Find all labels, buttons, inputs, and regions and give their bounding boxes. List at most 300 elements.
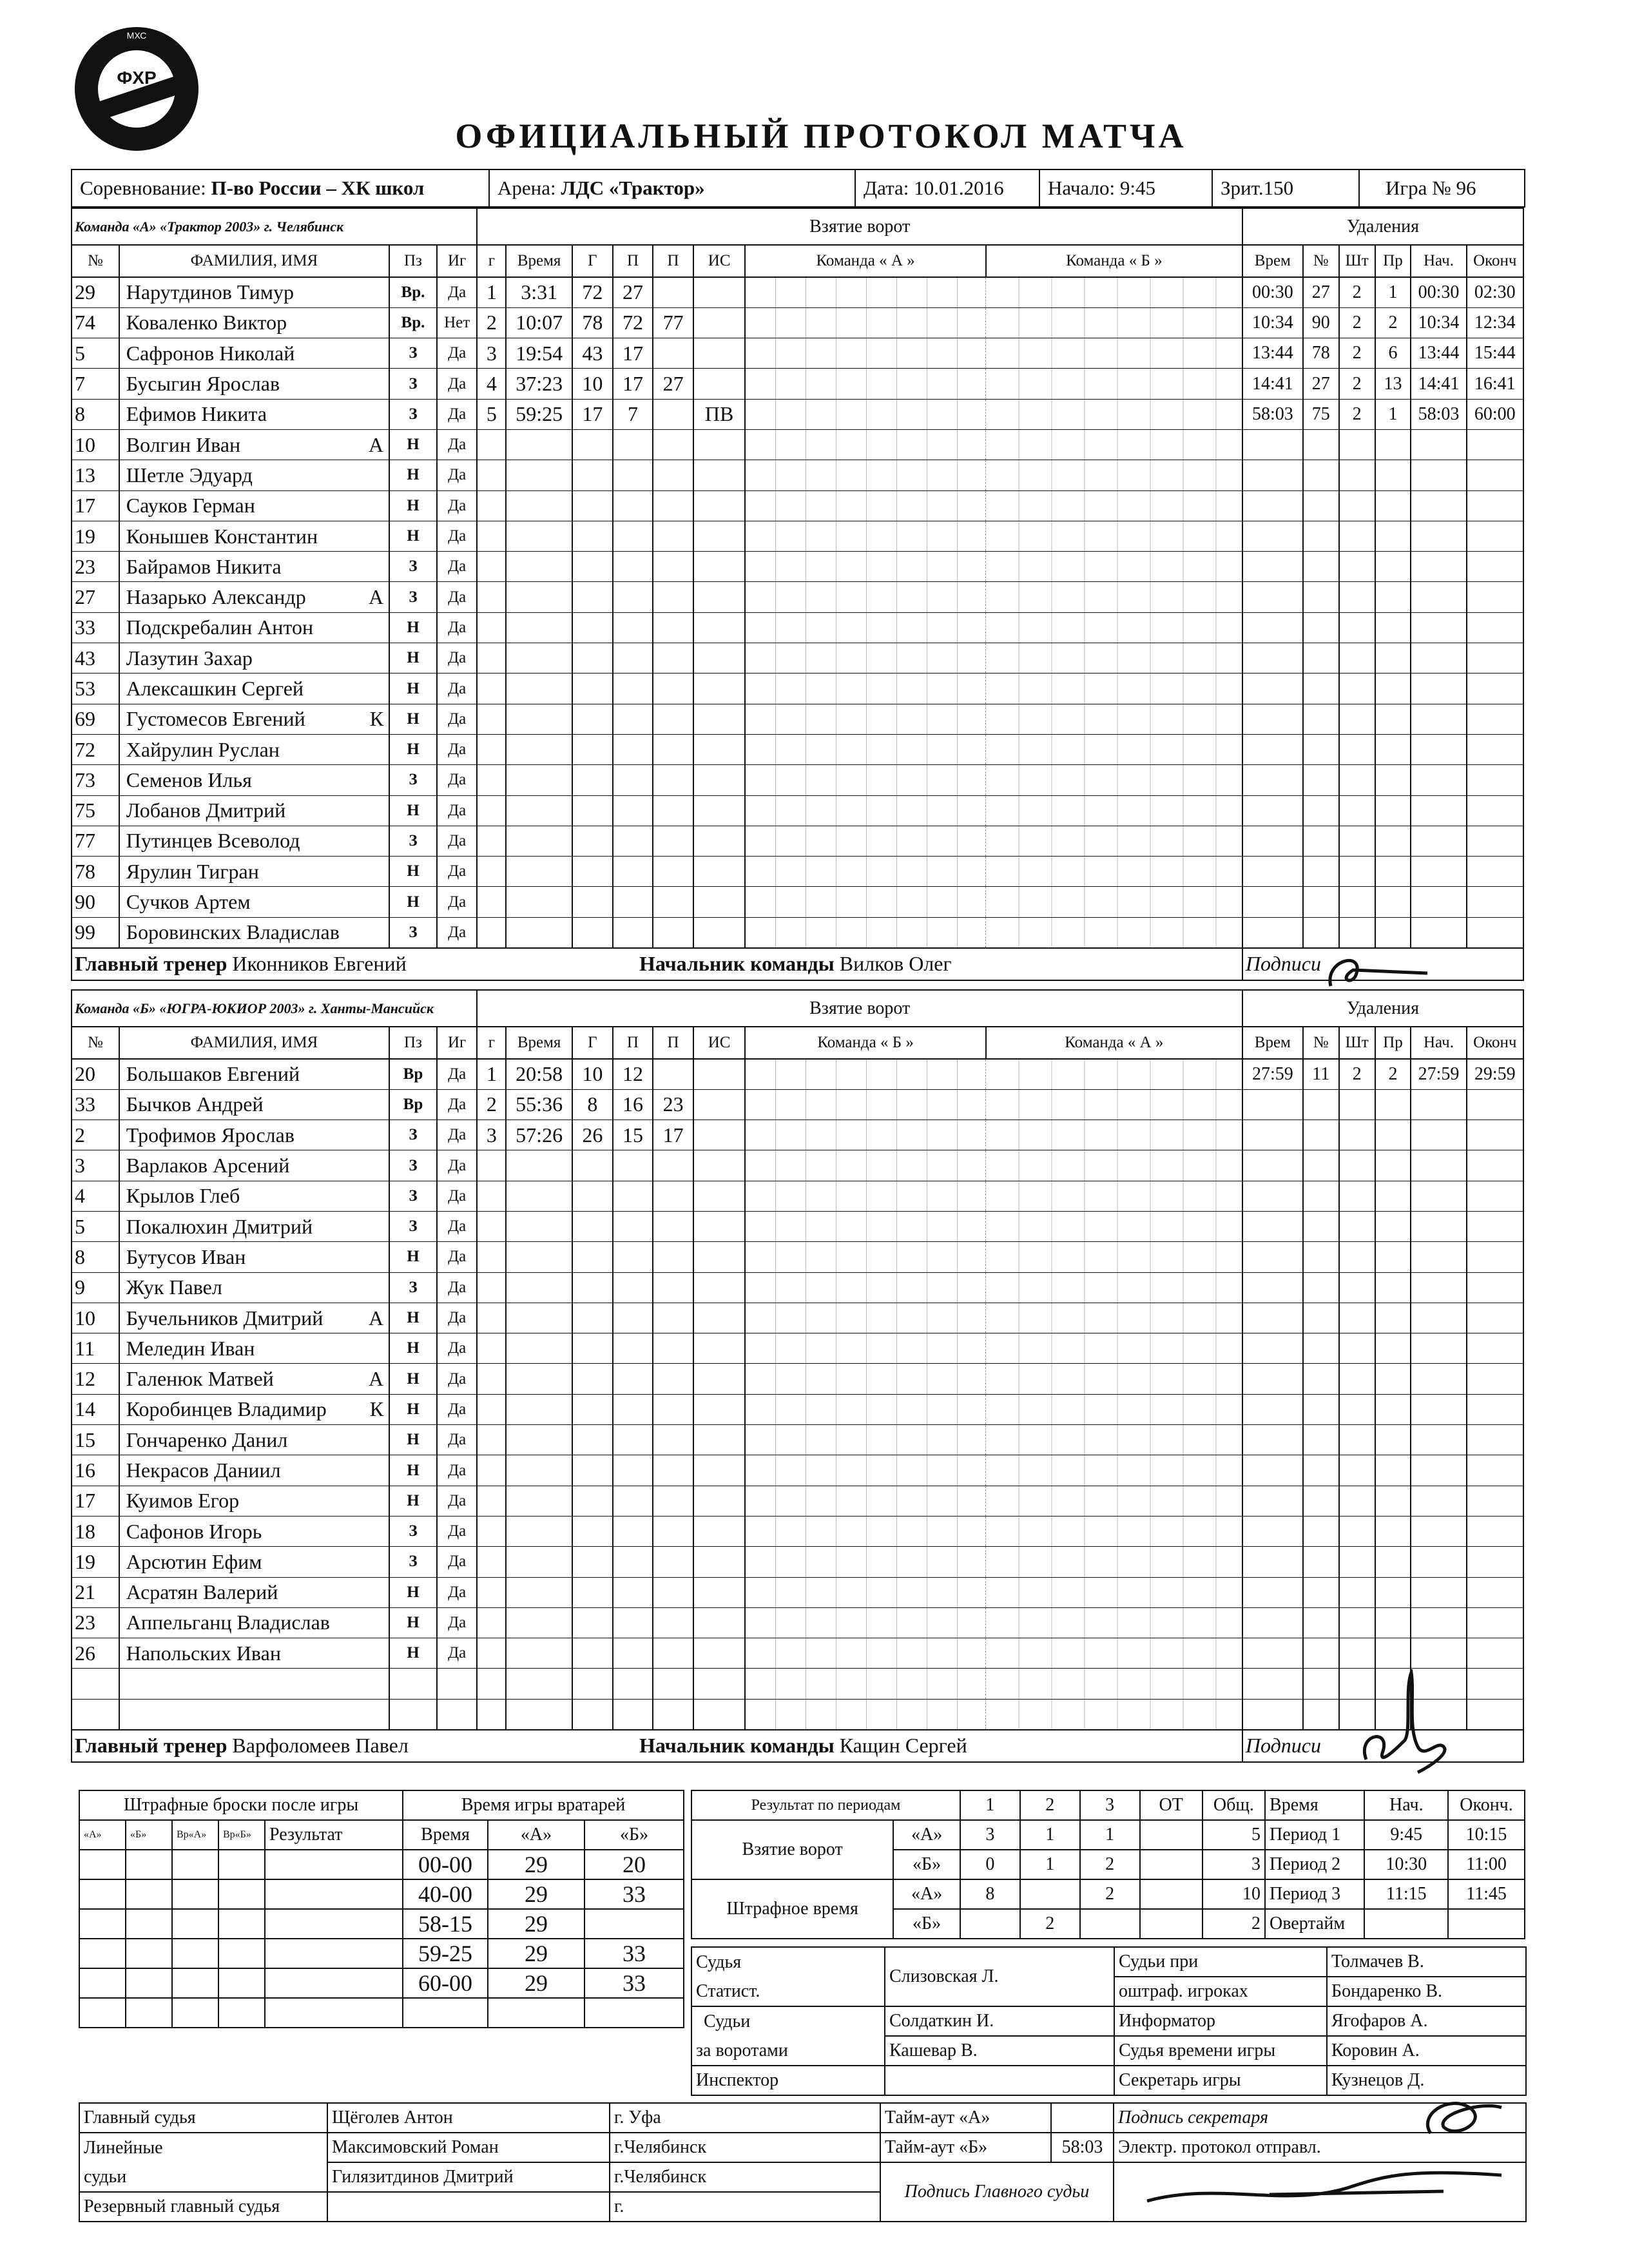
player-number: 8	[72, 399, 119, 429]
gk-b: 20	[584, 1850, 684, 1879]
player-played: Да	[437, 1364, 478, 1394]
penalty-cell	[1339, 1181, 1375, 1211]
player-name: Аппельганц Владислав	[119, 1607, 389, 1638]
goal-cell	[572, 1699, 613, 1729]
penalty-cell	[1375, 1272, 1411, 1303]
player-name: Бучельников Дмитрий А	[119, 1303, 389, 1333]
goal-cell	[613, 1607, 653, 1638]
goal-cell	[477, 643, 506, 674]
player-row	[72, 826, 1523, 856]
penalty-cell	[1242, 887, 1303, 917]
penalty-cell: 75	[1303, 399, 1339, 429]
penalty-cell: 2	[1375, 1059, 1411, 1089]
goal-cell	[613, 460, 653, 490]
player-played: Да	[437, 1150, 478, 1181]
penalty-cell	[1375, 674, 1411, 704]
goal-cell	[506, 857, 572, 887]
player-name: Алексашкин Сергей	[119, 674, 389, 704]
penalty-cell	[1411, 1089, 1466, 1119]
goal-cell	[693, 490, 745, 521]
goal-cell	[572, 1669, 613, 1699]
shootout-title: Штрафные броски после игры	[79, 1790, 403, 1820]
head-sign-label: Подпись Главного судьи	[880, 2162, 1114, 2222]
player-number: 5	[72, 1211, 119, 1241]
goal-cell: 16	[613, 1089, 653, 1119]
team-lines-a	[745, 1516, 985, 1546]
player-name: Волгин Иван А	[119, 429, 389, 460]
penalty-cell	[1339, 1303, 1375, 1333]
team-lines-a	[745, 795, 985, 826]
player-played: Да	[437, 277, 478, 307]
penalty-cell	[1411, 1455, 1466, 1486]
goal-cell: 57:26	[506, 1120, 572, 1150]
goal-cell	[613, 887, 653, 917]
player-position: Н	[389, 1607, 437, 1638]
penalty-cell	[1339, 552, 1375, 582]
goal-cell	[506, 917, 572, 947]
goal-cell: 17	[613, 369, 653, 399]
penalty-cell	[1375, 734, 1411, 764]
penalty-cell: 2	[1375, 307, 1411, 338]
goal-cell	[613, 1394, 653, 1424]
goal-cell	[693, 1607, 746, 1638]
player-played: Да	[437, 521, 478, 551]
penalty-cell: 6	[1375, 338, 1411, 369]
player-row	[72, 1547, 1523, 1577]
period-end: 11:00	[1448, 1850, 1525, 1879]
period-col: 1	[960, 1790, 1020, 1820]
goal-cell	[653, 460, 693, 490]
player-name: Некрасов Даниил	[119, 1455, 389, 1486]
column-header: Время	[506, 245, 572, 277]
penalty-cell	[1339, 1364, 1375, 1394]
pim-a-p1: 8	[960, 1879, 1020, 1909]
penalty-cell	[1303, 490, 1339, 521]
stat-name: Слизовская Л.	[885, 1947, 1114, 2006]
penalty-cell	[1303, 1516, 1339, 1546]
goal-cell	[693, 1364, 746, 1394]
penalty-cell	[1339, 1577, 1375, 1607]
goal-cell	[693, 1486, 746, 1516]
period-label: Овертайм	[1265, 1909, 1364, 1939]
informer: Ягофаров А.	[1327, 2006, 1526, 2036]
penalty-cell: 27	[1303, 277, 1339, 307]
team-a-label: «А»	[893, 1820, 960, 1850]
team-lines-b	[986, 1516, 1242, 1546]
goal-cell	[477, 857, 506, 887]
penalty-cell	[1411, 734, 1466, 764]
goal-cell: 3	[477, 1120, 506, 1150]
goal-cell: 15	[613, 1120, 653, 1150]
penalty-cell	[1242, 1120, 1303, 1150]
period-end: 11:45	[1448, 1879, 1525, 1909]
goal-cell	[693, 1089, 746, 1119]
penalty-cell	[1411, 765, 1466, 795]
competition: Соревнование: П-во России – ХК школ	[72, 170, 489, 207]
penalty-cell: 1	[1375, 277, 1411, 307]
column-header: Оконч	[1467, 245, 1523, 277]
column-header: №	[1303, 245, 1339, 277]
goal-cell	[693, 429, 745, 460]
player-position: З	[389, 765, 437, 795]
team-staff: Главный тренер Варфоломеев Павел Начальник команды Кащин Сергей	[72, 1730, 1242, 1762]
player-played: Да	[437, 795, 478, 826]
penalty-cell	[1467, 1577, 1523, 1607]
pim-b-p3	[1080, 1909, 1140, 1939]
penalty-cell	[1467, 1089, 1523, 1119]
penalty-cell: 14:41	[1411, 369, 1466, 399]
penalty-cell	[1242, 1394, 1303, 1424]
goal-cell: 26	[572, 1120, 613, 1150]
team-lines-b	[986, 857, 1242, 887]
goal-cell	[477, 612, 506, 643]
player-name: Жук Павел	[119, 1272, 389, 1303]
reserve-city: г.	[610, 2192, 880, 2222]
player-played: Да	[437, 704, 478, 734]
goal-cell	[613, 1364, 653, 1394]
goal-cell	[653, 1181, 693, 1211]
goals-b-p1: 0	[960, 1850, 1020, 1879]
goal-cell	[477, 1303, 506, 1333]
player-row	[72, 1486, 1523, 1516]
goal-cell	[477, 1425, 506, 1455]
penalty-cell	[1303, 1242, 1339, 1272]
penalty-cell	[1375, 765, 1411, 795]
player-row	[72, 674, 1523, 704]
protocol-sent: Электр. протокол отправл.	[1114, 2133, 1526, 2162]
goal-cell	[572, 1425, 613, 1455]
player-played: Да	[437, 1638, 478, 1669]
team-lines-b	[986, 917, 1242, 947]
player-number: 9	[72, 1272, 119, 1303]
column-header: Нач.	[1411, 1027, 1466, 1059]
gk-b: 33	[584, 1968, 684, 1998]
player-name: Байрамов Никита	[119, 552, 389, 582]
goal-cell	[653, 490, 693, 521]
goal-cell	[477, 1669, 506, 1699]
team-lines-a	[745, 1547, 985, 1577]
goal-cell	[506, 1607, 572, 1638]
penalty-cell	[1411, 1120, 1466, 1150]
goals-b-p3: 2	[1080, 1850, 1140, 1879]
penalty-cell	[1339, 1150, 1375, 1181]
penalty-cell	[1339, 521, 1375, 551]
period-start: 9:45	[1364, 1820, 1448, 1850]
goal-judges-label2: за воротами	[691, 2036, 885, 2066]
penalty-cell: 16:41	[1467, 369, 1523, 399]
penalty-cell	[1242, 552, 1303, 582]
goal-cell	[653, 277, 693, 307]
goal-cell	[653, 1272, 693, 1303]
goal-cell	[613, 1242, 653, 1272]
goals-a-ot	[1140, 1820, 1203, 1850]
penalty-cell	[1375, 1333, 1411, 1364]
penalty-cell: 2	[1339, 369, 1375, 399]
player-name: Сафронов Николай	[119, 338, 389, 369]
penalty-cell	[1303, 1120, 1339, 1150]
player-played: Да	[437, 399, 478, 429]
player-played: Да	[437, 1333, 478, 1364]
signatures-label: Подписи	[1242, 948, 1523, 980]
goal-cell	[613, 1181, 653, 1211]
goal-cell	[613, 1333, 653, 1364]
player-number: 33	[72, 1089, 119, 1119]
period-col: 3	[1080, 1790, 1140, 1820]
goal-cell	[477, 1577, 506, 1607]
goal-cell	[613, 917, 653, 947]
team-lines-a	[745, 1089, 985, 1119]
penalty-cell	[1375, 460, 1411, 490]
penalty-cell	[1242, 1181, 1303, 1211]
player-name: Трофимов Ярослав	[119, 1120, 389, 1150]
player-position: З	[389, 369, 437, 399]
goal-cell	[693, 1181, 746, 1211]
team-lines-b	[986, 1272, 1242, 1303]
player-position: Н	[389, 1303, 437, 1333]
svg-text:ФХР: ФХР	[117, 68, 157, 88]
player-position: З	[389, 1120, 437, 1150]
timeout-a-label: Тайм-аут «А»	[880, 2103, 1051, 2133]
goal-cell	[572, 429, 613, 460]
penalty-cell	[1375, 1211, 1411, 1241]
goal-cell	[506, 490, 572, 521]
team-lines-b	[986, 1547, 1242, 1577]
team-lines-a	[745, 1272, 985, 1303]
penalty-cell	[1303, 1272, 1339, 1303]
penalty-cell: 14:41	[1242, 369, 1303, 399]
column-header: ФАМИЛИЯ, ИМЯ	[119, 1027, 389, 1059]
penalties-title: Удаления	[1242, 990, 1523, 1027]
penalty-cell	[1339, 460, 1375, 490]
goal-cell	[572, 1547, 613, 1577]
penalty-cell	[1375, 1455, 1411, 1486]
period-col: Общ.	[1203, 1790, 1265, 1820]
penalty-cell	[1467, 552, 1523, 582]
goal-cell	[477, 704, 506, 734]
player-number: 17	[72, 1486, 119, 1516]
svg-text:МХС: МХС	[126, 30, 147, 41]
goal-cell	[613, 552, 653, 582]
penalty-cell	[1411, 490, 1466, 521]
column-header: г	[477, 245, 506, 277]
team-lines-b	[986, 643, 1242, 674]
goal-cell	[653, 1486, 693, 1516]
player-position: Н	[389, 857, 437, 887]
penalty-cell	[1303, 734, 1339, 764]
team-lines-b	[986, 1242, 1242, 1272]
column-header: ФАМИЛИЯ, ИМЯ	[119, 245, 389, 277]
team-lines-b	[986, 429, 1242, 460]
penalty-cell: 00:30	[1411, 277, 1466, 307]
goal-cell	[653, 1150, 693, 1181]
main-ref-label: Главный судья	[79, 2103, 327, 2133]
player-number: 15	[72, 1425, 119, 1455]
gk-title: Время игры вратарей	[403, 1790, 684, 1820]
penalty-cell	[1467, 1333, 1523, 1364]
penalty-cell	[1242, 1242, 1303, 1272]
team-lines-a	[745, 1120, 985, 1150]
player-name: Лазутин Захар	[119, 643, 389, 674]
goal-cell	[506, 765, 572, 795]
goal-cell	[613, 1272, 653, 1303]
penalty-cell	[1303, 643, 1339, 674]
goal-cell	[693, 1333, 746, 1364]
penalty-cell: 60:00	[1467, 399, 1523, 429]
goal-cell	[506, 1577, 572, 1607]
team-lines-b	[986, 1303, 1242, 1333]
penalty-cell	[1467, 490, 1523, 521]
goal-cell: 7	[613, 399, 653, 429]
periods-title: Результат по периодам	[691, 1790, 960, 1820]
team-lines-b	[986, 612, 1242, 643]
penalty-cell	[1303, 1303, 1339, 1333]
goal-cell	[613, 1211, 653, 1241]
stat-label: Статист.	[691, 1977, 885, 2006]
penalty-cell	[1467, 1150, 1523, 1181]
penalty-cell	[1467, 1181, 1523, 1211]
penalty-cell	[1467, 917, 1523, 947]
signature-head-referee	[1141, 2156, 1514, 2214]
penalty-cell	[1339, 1089, 1375, 1119]
penalty-cell: 11	[1303, 1059, 1339, 1089]
column-header: Время	[506, 1027, 572, 1059]
gk-a: 29	[488, 1939, 584, 1968]
player-row	[72, 1455, 1523, 1486]
penalty-cell	[1467, 1607, 1523, 1638]
team-lines-a	[745, 307, 985, 338]
goal-cell	[477, 887, 506, 917]
penalty-cell	[1467, 1272, 1523, 1303]
goal-cell	[613, 1455, 653, 1486]
column-header: Г	[572, 1027, 613, 1059]
penalty-cell	[1242, 917, 1303, 947]
goal-cell	[477, 795, 506, 826]
penalty-cell	[1242, 1486, 1303, 1516]
goal-cell	[693, 369, 745, 399]
team-lines-b	[986, 795, 1242, 826]
judge-label: Судья	[691, 1947, 885, 1977]
goal-cell: 3:31	[506, 277, 572, 307]
pen-judge1: Толмачев В.	[1327, 1947, 1526, 1977]
goal-cell	[693, 1394, 746, 1424]
team-lines-a	[745, 765, 985, 795]
gk-col-a: «А»	[488, 1820, 584, 1850]
player-played: Да	[437, 1547, 478, 1577]
penalty-cell	[1411, 1272, 1466, 1303]
player-name: Шетле Эдуард	[119, 460, 389, 490]
penalty-cell	[1339, 1120, 1375, 1150]
team-lines-a	[745, 917, 985, 947]
goal-cell	[506, 1638, 572, 1669]
player-number: 10	[72, 1303, 119, 1333]
column-header: №	[1303, 1027, 1339, 1059]
team-lines-a	[745, 1181, 985, 1211]
penalty-cell: 10:34	[1242, 307, 1303, 338]
goal-cell: 12	[613, 1059, 653, 1089]
goal-cell	[693, 1211, 746, 1241]
penalty-cell	[1411, 1577, 1466, 1607]
goal-cell	[693, 307, 745, 338]
goal-cell	[506, 1242, 572, 1272]
penalty-cell	[1303, 795, 1339, 826]
goal-cell	[572, 1486, 613, 1516]
goal-cell	[653, 1699, 693, 1729]
penalty-cell	[1467, 429, 1523, 460]
player-row	[72, 1669, 1523, 1699]
penalty-cell	[1411, 917, 1466, 947]
team-lines-b	[986, 1669, 1242, 1699]
team-lines-b	[986, 1150, 1242, 1181]
goal-cell	[653, 917, 693, 947]
goals-b-total: 3	[1203, 1850, 1265, 1879]
goal-cell	[613, 1699, 653, 1729]
penalty-cell	[1375, 521, 1411, 551]
line-ref1: Максимовский Роман	[327, 2133, 610, 2162]
goal-cell	[506, 1364, 572, 1394]
goal-cell	[693, 674, 745, 704]
penalty-cell	[1242, 1303, 1303, 1333]
penalty-cell	[1303, 1211, 1339, 1241]
penalty-cell	[1375, 1120, 1411, 1150]
penalty-cell: 27:59	[1242, 1059, 1303, 1089]
penalty-cell: 2	[1339, 338, 1375, 369]
player-row	[72, 1394, 1523, 1424]
penalty-cell: 13	[1375, 369, 1411, 399]
goals-title: Взятие ворот	[477, 208, 1242, 245]
team-lines-b	[986, 1394, 1242, 1424]
player-position: Н	[389, 704, 437, 734]
player-number: 43	[72, 643, 119, 674]
team-lines-b	[986, 1120, 1242, 1150]
penalty-cell	[1242, 1607, 1303, 1638]
player-role: А	[368, 1306, 384, 1330]
player-name: Лобанов Дмитрий	[119, 795, 389, 826]
team-lines-a	[745, 399, 985, 429]
column-header: Команда « Б »	[745, 1027, 985, 1059]
goal-cell: 1	[477, 277, 506, 307]
goals-a-p2: 1	[1020, 1820, 1080, 1850]
goal-cell	[693, 612, 745, 643]
goal-cell	[613, 1547, 653, 1577]
penalty-cell: 1	[1375, 399, 1411, 429]
player-position: Вр.	[389, 277, 437, 307]
penalty-cell	[1411, 612, 1466, 643]
goal-cell: 27	[613, 277, 653, 307]
penalty-cell	[1242, 1333, 1303, 1364]
player-name: Гончаренко Данил	[119, 1425, 389, 1455]
goal-cell: 78	[572, 307, 613, 338]
team-lines-b	[986, 1059, 1242, 1089]
penalty-cell	[1339, 1333, 1375, 1364]
team-lines-a	[745, 1303, 985, 1333]
goal-cell	[693, 1669, 746, 1699]
column-header: №	[72, 245, 119, 277]
player-name: Густомесов Евгений К	[119, 704, 389, 734]
pen-judges-label2: оштраф. игроках	[1114, 1977, 1327, 2006]
team-lines-a	[745, 1699, 985, 1729]
penalty-cell	[1242, 1547, 1303, 1577]
timeout-b-value: 58:03	[1051, 2133, 1114, 2162]
period-col: 2	[1020, 1790, 1080, 1820]
player-name: Меледин Иван	[119, 1333, 389, 1364]
goal-judges-label1: Судьи	[691, 2006, 885, 2036]
player-number: 2	[72, 1120, 119, 1150]
goal-cell	[572, 1516, 613, 1546]
penalty-cell	[1303, 1455, 1339, 1486]
column-header: Пр	[1375, 1027, 1411, 1059]
player-position: Вр	[389, 1059, 437, 1089]
player-number: 73	[72, 765, 119, 795]
